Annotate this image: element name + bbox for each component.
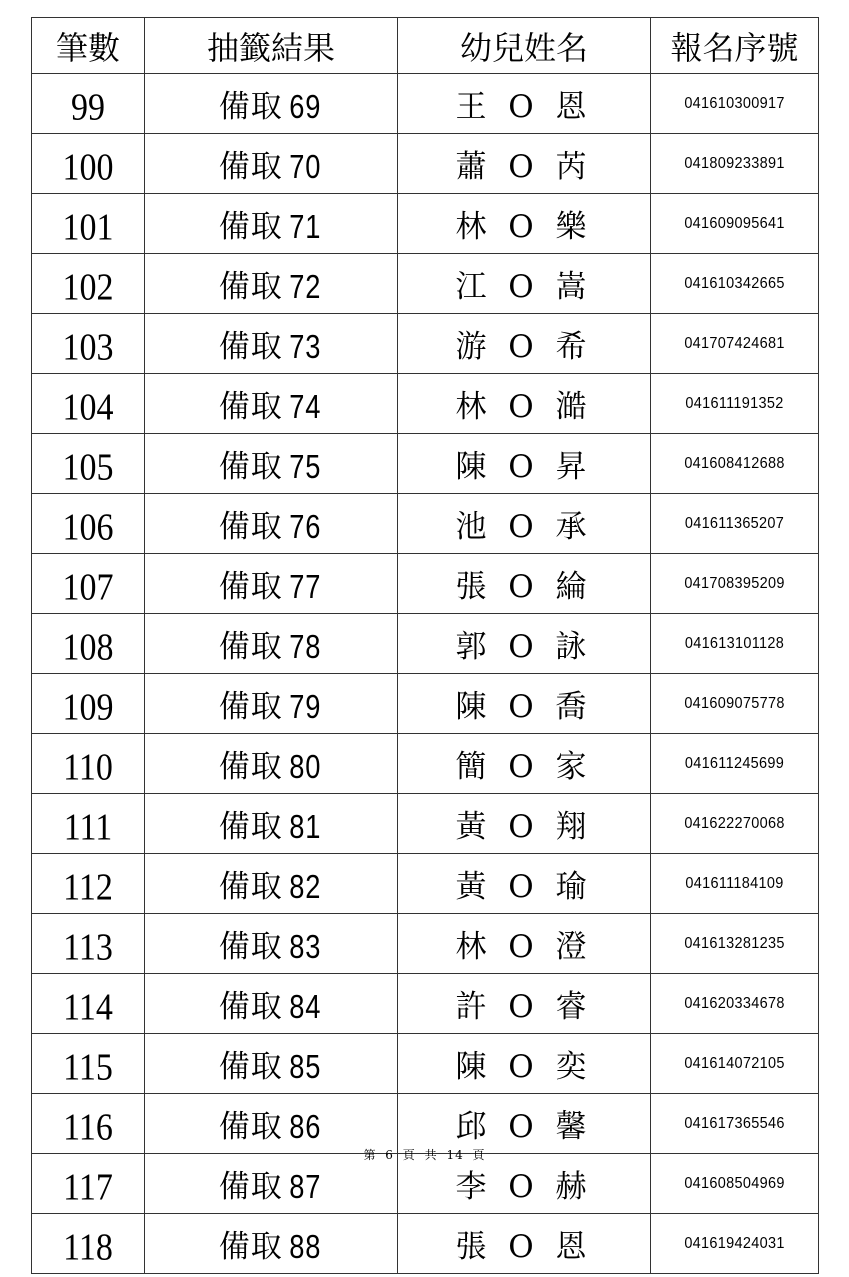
- footer-page-suffix: 頁: [402, 1148, 416, 1162]
- row-registration-id: 041707424681: [651, 312, 819, 375]
- row-registration-id: 041609075778: [651, 672, 819, 735]
- row-registration-id: 041611191352: [651, 372, 819, 435]
- result-number: 75: [288, 447, 322, 486]
- row-registration-id: 041611245699: [651, 732, 819, 795]
- table-row: [32, 194, 819, 254]
- row-child-name: 黃 O 瑜: [398, 854, 651, 914]
- result-label: 備取: [218, 749, 283, 785]
- header-registration-id: 報名序號: [651, 18, 819, 74]
- row-child-name: 林 O 澄: [398, 914, 651, 974]
- result-number: 69: [288, 87, 322, 126]
- row-child-name: 蕭 O 芮: [398, 134, 651, 194]
- result-number: 77: [288, 567, 322, 606]
- row-count: 113: [32, 910, 145, 977]
- row-registration-id: 041608412688: [651, 432, 819, 495]
- result-label: 備取: [218, 569, 283, 605]
- result-label: 備取: [218, 1049, 283, 1085]
- row-child-name: 王 O 恩: [398, 74, 651, 134]
- row-child-name: 郭 O 詠: [398, 614, 651, 674]
- table-row: [32, 674, 819, 734]
- table-row: [32, 614, 819, 674]
- row-registration-id: 041611365207: [651, 492, 819, 555]
- row-result: [145, 254, 398, 314]
- result-label: 備取: [218, 449, 283, 485]
- footer-total-prefix: 共: [424, 1148, 438, 1162]
- result-label: 備取: [218, 509, 283, 545]
- row-registration-id: 041613101128: [651, 612, 819, 675]
- row-result: [145, 1034, 398, 1094]
- table-row: [32, 794, 819, 854]
- row-result: [145, 734, 398, 794]
- result-label: 備取: [218, 869, 283, 905]
- row-result: [145, 674, 398, 734]
- row-registration-id: 041614072105: [651, 1032, 819, 1095]
- row-child-name: 張 O 恩: [398, 1214, 651, 1274]
- row-count: 103: [32, 310, 145, 377]
- lottery-results-table: [31, 17, 819, 1274]
- row-result: [145, 1094, 398, 1154]
- row-child-name: 林 O 澔: [398, 374, 651, 434]
- result-label: 備取: [218, 929, 283, 965]
- page-footer: [0, 1146, 849, 1163]
- row-count: 110: [32, 730, 145, 797]
- row-result: [145, 74, 398, 134]
- row-result: [145, 554, 398, 614]
- result-label: 備取: [218, 389, 283, 425]
- row-count: 111: [32, 790, 145, 857]
- table-row: [32, 374, 819, 434]
- row-count: 100: [32, 130, 145, 197]
- result-label: 備取: [218, 989, 283, 1025]
- result-number: 82: [288, 867, 322, 906]
- table-row: [32, 74, 819, 134]
- table-row: [32, 1094, 819, 1154]
- table-row: [32, 434, 819, 494]
- row-count: 116: [32, 1090, 145, 1157]
- row-count: 105: [32, 430, 145, 497]
- row-registration-id: 041613281235: [651, 912, 819, 975]
- row-count: 99: [32, 70, 145, 137]
- row-child-name: 陳 O 昇: [398, 434, 651, 494]
- row-registration-id: 041809233891: [651, 132, 819, 195]
- footer-page-prefix: 第: [363, 1148, 377, 1162]
- row-result: [145, 1214, 398, 1274]
- result-number: 83: [288, 927, 322, 966]
- result-number: 74: [288, 387, 322, 426]
- row-child-name: 陳 O 奕: [398, 1034, 651, 1094]
- row-child-name: 池 O 承: [398, 494, 651, 554]
- row-child-name: 陳 O 喬: [398, 674, 651, 734]
- row-result: [145, 794, 398, 854]
- row-count: 108: [32, 610, 145, 677]
- row-child-name: 李 O 赫: [398, 1154, 651, 1214]
- table-row: [32, 854, 819, 914]
- result-number: 85: [288, 1047, 322, 1086]
- row-count: 107: [32, 550, 145, 617]
- result-number: 84: [288, 987, 322, 1026]
- row-child-name: 游 O 希: [398, 314, 651, 374]
- row-count: 101: [32, 190, 145, 257]
- footer-page-number: 6: [385, 1148, 394, 1162]
- result-label: 備取: [218, 1229, 283, 1265]
- row-child-name: 邱 O 馨: [398, 1094, 651, 1154]
- result-number: 79: [288, 687, 322, 726]
- row-result: [145, 854, 398, 914]
- row-child-name: 許 O 睿: [398, 974, 651, 1034]
- result-label: 備取: [218, 89, 283, 125]
- row-count: 118: [32, 1210, 145, 1277]
- row-result: [145, 914, 398, 974]
- row-result: [145, 314, 398, 374]
- row-result: [145, 434, 398, 494]
- result-number: 76: [288, 507, 322, 546]
- row-registration-id: 041609095641: [651, 192, 819, 255]
- footer-total-pages: 14: [446, 1148, 464, 1162]
- row-count: 115: [32, 1030, 145, 1097]
- row-result: [145, 134, 398, 194]
- row-count: 112: [32, 850, 145, 917]
- result-number: 78: [288, 627, 322, 666]
- header-row: [32, 18, 819, 74]
- row-registration-id: 041622270068: [651, 792, 819, 855]
- table-row: [32, 1214, 819, 1274]
- row-registration-id: 041611184109: [651, 852, 819, 915]
- table-row: [32, 254, 819, 314]
- result-label: 備取: [218, 269, 283, 305]
- row-registration-id: 041608504969: [651, 1152, 819, 1215]
- table-row: [32, 314, 819, 374]
- row-registration-id: 041620334678: [651, 972, 819, 1035]
- row-child-name: 黃 O 翔: [398, 794, 651, 854]
- result-number: 73: [288, 327, 322, 366]
- result-label: 備取: [218, 809, 283, 845]
- result-label: 備取: [218, 689, 283, 725]
- result-label: 備取: [218, 149, 283, 185]
- table-row: [32, 554, 819, 614]
- row-result: [145, 974, 398, 1034]
- result-number: 80: [288, 747, 322, 786]
- result-number: 70: [288, 147, 322, 186]
- row-registration-id: 041610342665: [651, 252, 819, 315]
- row-child-name: 江 O 嵩: [398, 254, 651, 314]
- table-header: [32, 18, 819, 74]
- table-row: [32, 734, 819, 794]
- result-label: 備取: [218, 329, 283, 365]
- row-result: [145, 374, 398, 434]
- table-body: [32, 74, 819, 1274]
- row-registration-id: 041708395209: [651, 552, 819, 615]
- header-count: 筆數: [32, 18, 145, 74]
- row-count: 104: [32, 370, 145, 437]
- table-row: [32, 914, 819, 974]
- row-registration-id: 041617365546: [651, 1092, 819, 1155]
- row-child-name: 張 O 綸: [398, 554, 651, 614]
- result-number: 71: [288, 207, 322, 246]
- table-row: [32, 974, 819, 1034]
- table-row: [32, 134, 819, 194]
- row-result: [145, 494, 398, 554]
- row-child-name: 簡 O 家: [398, 734, 651, 794]
- row-count: 106: [32, 490, 145, 557]
- row-child-name: 林 O 樂: [398, 194, 651, 254]
- table-row: [32, 1034, 819, 1094]
- result-number: 87: [288, 1167, 322, 1206]
- header-child-name: 幼兒姓名: [398, 18, 651, 74]
- result-label: 備取: [218, 209, 283, 245]
- row-count: 102: [32, 250, 145, 317]
- result-number: 81: [288, 807, 322, 846]
- result-number: 72: [288, 267, 322, 306]
- row-result: [145, 194, 398, 254]
- row-result: [145, 614, 398, 674]
- result-number: 86: [288, 1107, 322, 1146]
- row-count: 117: [32, 1150, 145, 1217]
- header-result: 抽籤結果: [145, 18, 398, 74]
- row-registration-id: 041619424031: [651, 1212, 819, 1275]
- row-count: 114: [32, 970, 145, 1037]
- table-row: [32, 494, 819, 554]
- footer-total-suffix: 頁: [472, 1148, 486, 1162]
- result-label: 備取: [218, 1109, 283, 1145]
- row-registration-id: 041610300917: [651, 72, 819, 135]
- row-count: 109: [32, 670, 145, 737]
- result-number: 88: [288, 1227, 322, 1266]
- result-label: 備取: [218, 629, 283, 665]
- result-label: 備取: [218, 1169, 283, 1205]
